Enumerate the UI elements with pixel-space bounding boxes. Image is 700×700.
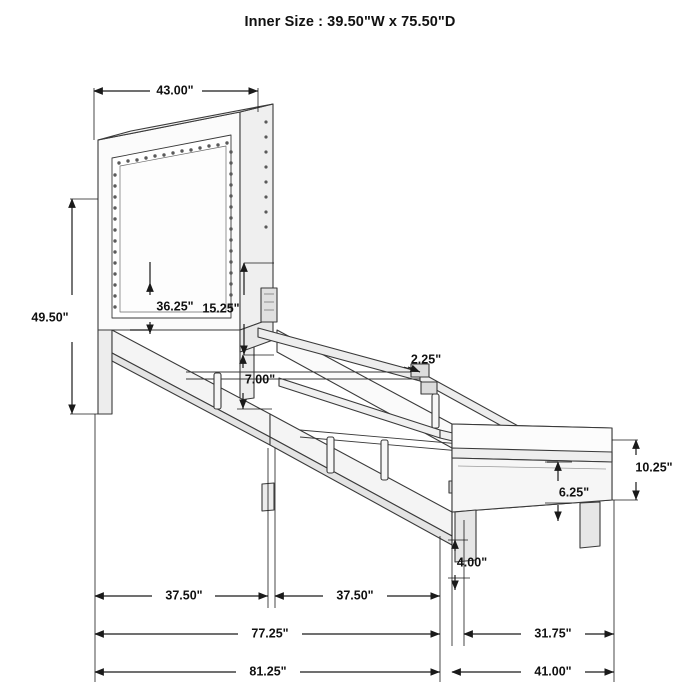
dim-leg-height: 4.00" — [456, 555, 488, 570]
dim-rail-thickness: 2.25" — [410, 352, 442, 367]
dim-overall-depth: 81.25" — [249, 664, 287, 679]
dim-side-depth: 31.75" — [534, 626, 572, 641]
dim-overall-width: 41.00" — [534, 664, 572, 679]
dim-footprint-left: 37.50" — [165, 588, 203, 603]
dim-slat-height: 7.00" — [244, 372, 276, 387]
dim-headboard-width: 43.00" — [156, 83, 194, 98]
dim-rail-to-headboard: 15.25" — [202, 301, 240, 316]
dim-side-rail-height: 10.25" — [635, 460, 673, 475]
dim-overall-height: 49.50" — [31, 310, 69, 325]
dim-rail-bottom: 6.25" — [558, 485, 590, 500]
bed-illustration — [98, 104, 612, 562]
dim-headboard-height: 36.25" — [156, 299, 194, 314]
page-title: Inner Size : 39.50"W x 75.50"D — [244, 14, 456, 30]
dim-footprint-right: 37.50" — [336, 588, 374, 603]
dim-inner-depth: 77.25" — [251, 626, 289, 641]
